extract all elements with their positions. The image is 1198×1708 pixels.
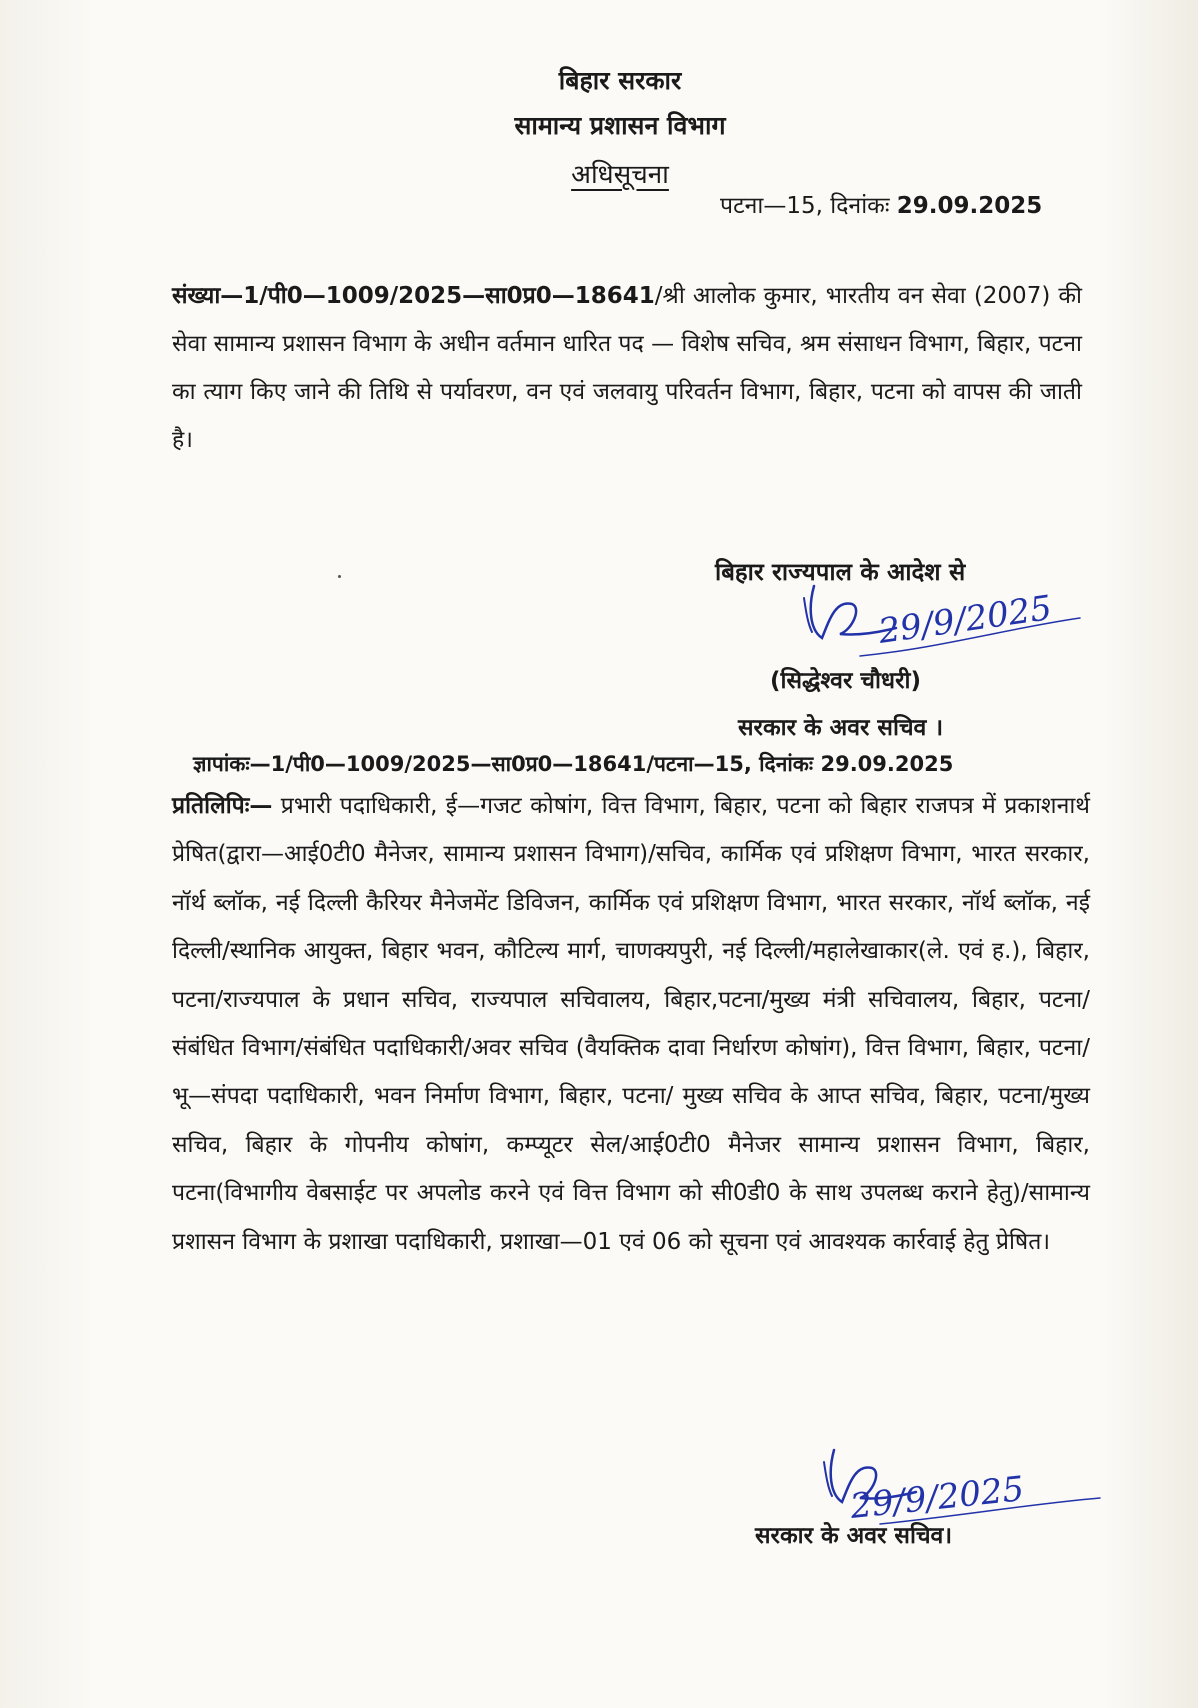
place-date-prefix: पटना—15, दिनांकः	[720, 193, 897, 219]
speck	[338, 575, 341, 578]
memo-number: ज्ञापांकः—1/पी0—1009/2025—सा0प्र0—18641/पटना—15, दिनांकः	[193, 752, 821, 776]
signature-date-handwritten: 29/9/2025	[876, 588, 1055, 652]
copy-paragraph	[172, 782, 1090, 1266]
signatory-designation: सरकार के अवर सचिव ।	[738, 715, 944, 741]
governor-order-line: बिहार राज्यपाल के आदेश से	[715, 558, 966, 586]
memo-number-line	[193, 750, 953, 778]
copy-body: प्रभारी पदाधिकारी, ई—गजट कोषांग, वित्त विभाग, बिहार, पटना को बिहार राजपत्र में प्रकाशनार्थ प्रेषित(द्वारा—आई0टी0 मैनेजर, सामान्य प्रशासन विभाग)/सचिव, कार्मिक एवं प्रशिक्षण विभाग, भारत सरकार, नॉर्थ ब्लॉक, नई दिल्ली कैरियर मैनेजमेंट डिविजन, कार्मिक एवं प्रशिक्षण विभाग, भारत सरकार, नॉर्थ ब्लॉक, नई दिल्ली/स्थानिक आयुक्त, बिहार भवन, कौटिल्य मार्ग, चाणक्यपुरी, नई दिल्ली/महालेखाकार(ले. एवं ह.), बिहार, पटना/राज्यपाल के प्रधान सचिव, राज्यपाल सचिवालय, बिहार,पटना/मुख्य मंत्री सचिवालय, बिहार, पटना/संबंधित विभाग/संबंधित पदाधिकारी/अवर सचिव (वैयक्तिक दावा निर्धारण कोषांग), वित्त विभाग, बिहार, पटना/भू—संपदा पदाधिकारी, भवन निर्माण विभाग, बिहार, पटना/ मुख्य सचिव के आप्त सचिव, बिहार, पटना/मुख्य सचिव, बिहार के गोपनीय कोषांग, कम्प्यूटर सेल/आई0टी0 मैनेजर सामान्य प्रशासन विभाग, बिहार, पटना(विभागीय वेबसाईट पर अपलोड करने एवं वित्त विभाग को सी0डी0 के साथ उपलब्ध कराने हेतु)/सामान्य प्रशासन विभाग के प्रशाखा पदाधिकारी, प्रशाखा—01 एवं 06 को सूचना एवं आवश्यक कार्रवाई हेतु प्रेषित।	[172, 793, 1090, 1255]
notification-number: संख्या—1/पी0—1009/2025—सा0प्र0—18641	[172, 283, 655, 309]
place-date	[720, 188, 1042, 220]
memo-date: 29.09.2025	[820, 752, 954, 776]
footer-designation: सरकार के अवर सचिव।	[755, 1523, 953, 1549]
footer-signature-date-handwritten: 29/9/2025	[848, 1468, 1026, 1528]
notification-paragraph	[172, 272, 1082, 464]
signatory-name: (सिद्धेश्वर चौधरी)	[770, 668, 921, 694]
document-type: अधिसूचना	[571, 160, 669, 190]
place-date-value: 29.09.2025	[896, 193, 1043, 219]
signature-scribble	[800, 578, 1090, 670]
department-title: सामान्य प्रशासन विभाग	[514, 111, 726, 140]
government-title: बिहार सरकार	[558, 66, 682, 95]
copy-label: प्रतिलिपिः—	[172, 793, 273, 819]
notification-body: /श्री आलोक कुमार, भारतीय वन सेवा (2007) की सेवा सामान्य प्रशासन विभाग के अधीन वर्तमान धारित पद — विशेष सचिव, श्रम संसाधन विभाग, बिहार, पटना का त्याग किए जाने की तिथि से पर्यावरण, वन एवं जलवायु परिवर्तन विभाग, बिहार, पटना को वापस की जाती है।	[172, 283, 1082, 453]
